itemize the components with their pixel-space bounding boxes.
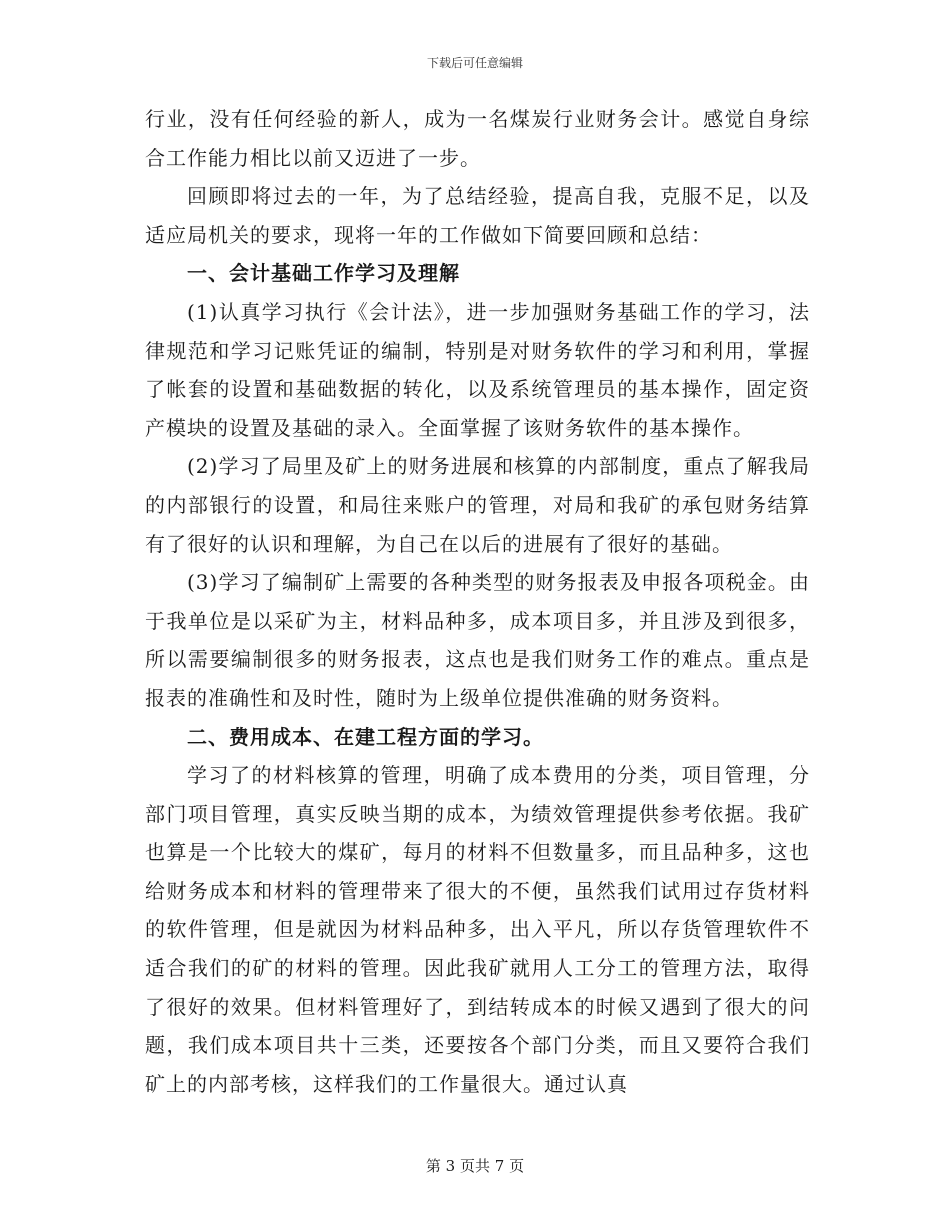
- paragraph-item-3: (3)学习了编制矿上需要的各种类型的财务报表及申报各项税金。由于我单位是以采矿为主，材料品种多，成本项目多，并且涉及到很多，所以需要编制很多的财务报表，这点也是我们财务工作的难点。重点是报表的准确性和及时性，随时为上级单位提供准确的财务资料。: [145, 570, 810, 710]
- paragraph-continuation: 行业，没有任何经验的新人，成为一名煤炭行业财务会计。感觉自身综合工作能力相比以前又迈进了一步。: [145, 107, 810, 170]
- document-body: [145, 100, 810, 1103]
- paragraph-cost-management: 学习了的材料核算的管理，明确了成本费用的分类，项目管理，分部门项目管理，真实反映当期的成本，为绩效管理提供参考依据。我矿也算是一个比较大的煤矿，每月的材料不但数量多，而且品种多，这也给财务成本和材料的管理带来了很大的不便，虽然我们试用过存货材料的软件管理，但是就因为材料品种多，出入平凡，所以存货管理软件不适合我们的矿的材料的管理。因此我矿就用人工分工的管理方法，取得了很好的效果。但材料管理好了，到结转成本的时候又遇到了很大的问题，我们成本项目共十三类，还要按各个部门分类，而且又要符合我们矿上的内部考核，这样我们的工作量很大。通过认真: [145, 763, 810, 1096]
- paragraph-item-2: (2)学习了局里及矿上的财务进展和核算的内部制度，重点了解我局的内部银行的设置，和局往来账户的管理，对局和我矿的承包财务结算有了很好的认识和理解，为自己在以后的进展有了很好的基础。: [145, 454, 810, 556]
- paragraph-intro: 回顾即将过去的一年，为了总结经验，提高自我，克服不足，以及适应局机关的要求，现将一年的工作做如下简要回顾和总结：: [145, 184, 810, 247]
- section-heading-2: 二、费用成本、在建工程方面的学习。: [187, 724, 544, 749]
- page-header: 下载后可任意编辑: [426, 56, 523, 70]
- paragraph-item-1: (1)认真学习执行《会计法》，进一步加强财务基础工作的学习，法律规范和学习记账凭证的编制，特别是对财务软件的学习和利用，掌握了帐套的设置和基础数据的转化，以及系统管理员的基本操作，固定资产模块的设置及基础的录入。全面掌握了该财务软件的基本操作。: [145, 299, 810, 440]
- page-number: 第 3 页共 7 页: [425, 1157, 525, 1175]
- section-heading-1: 一、会计基础工作学习及理解: [187, 261, 460, 286]
